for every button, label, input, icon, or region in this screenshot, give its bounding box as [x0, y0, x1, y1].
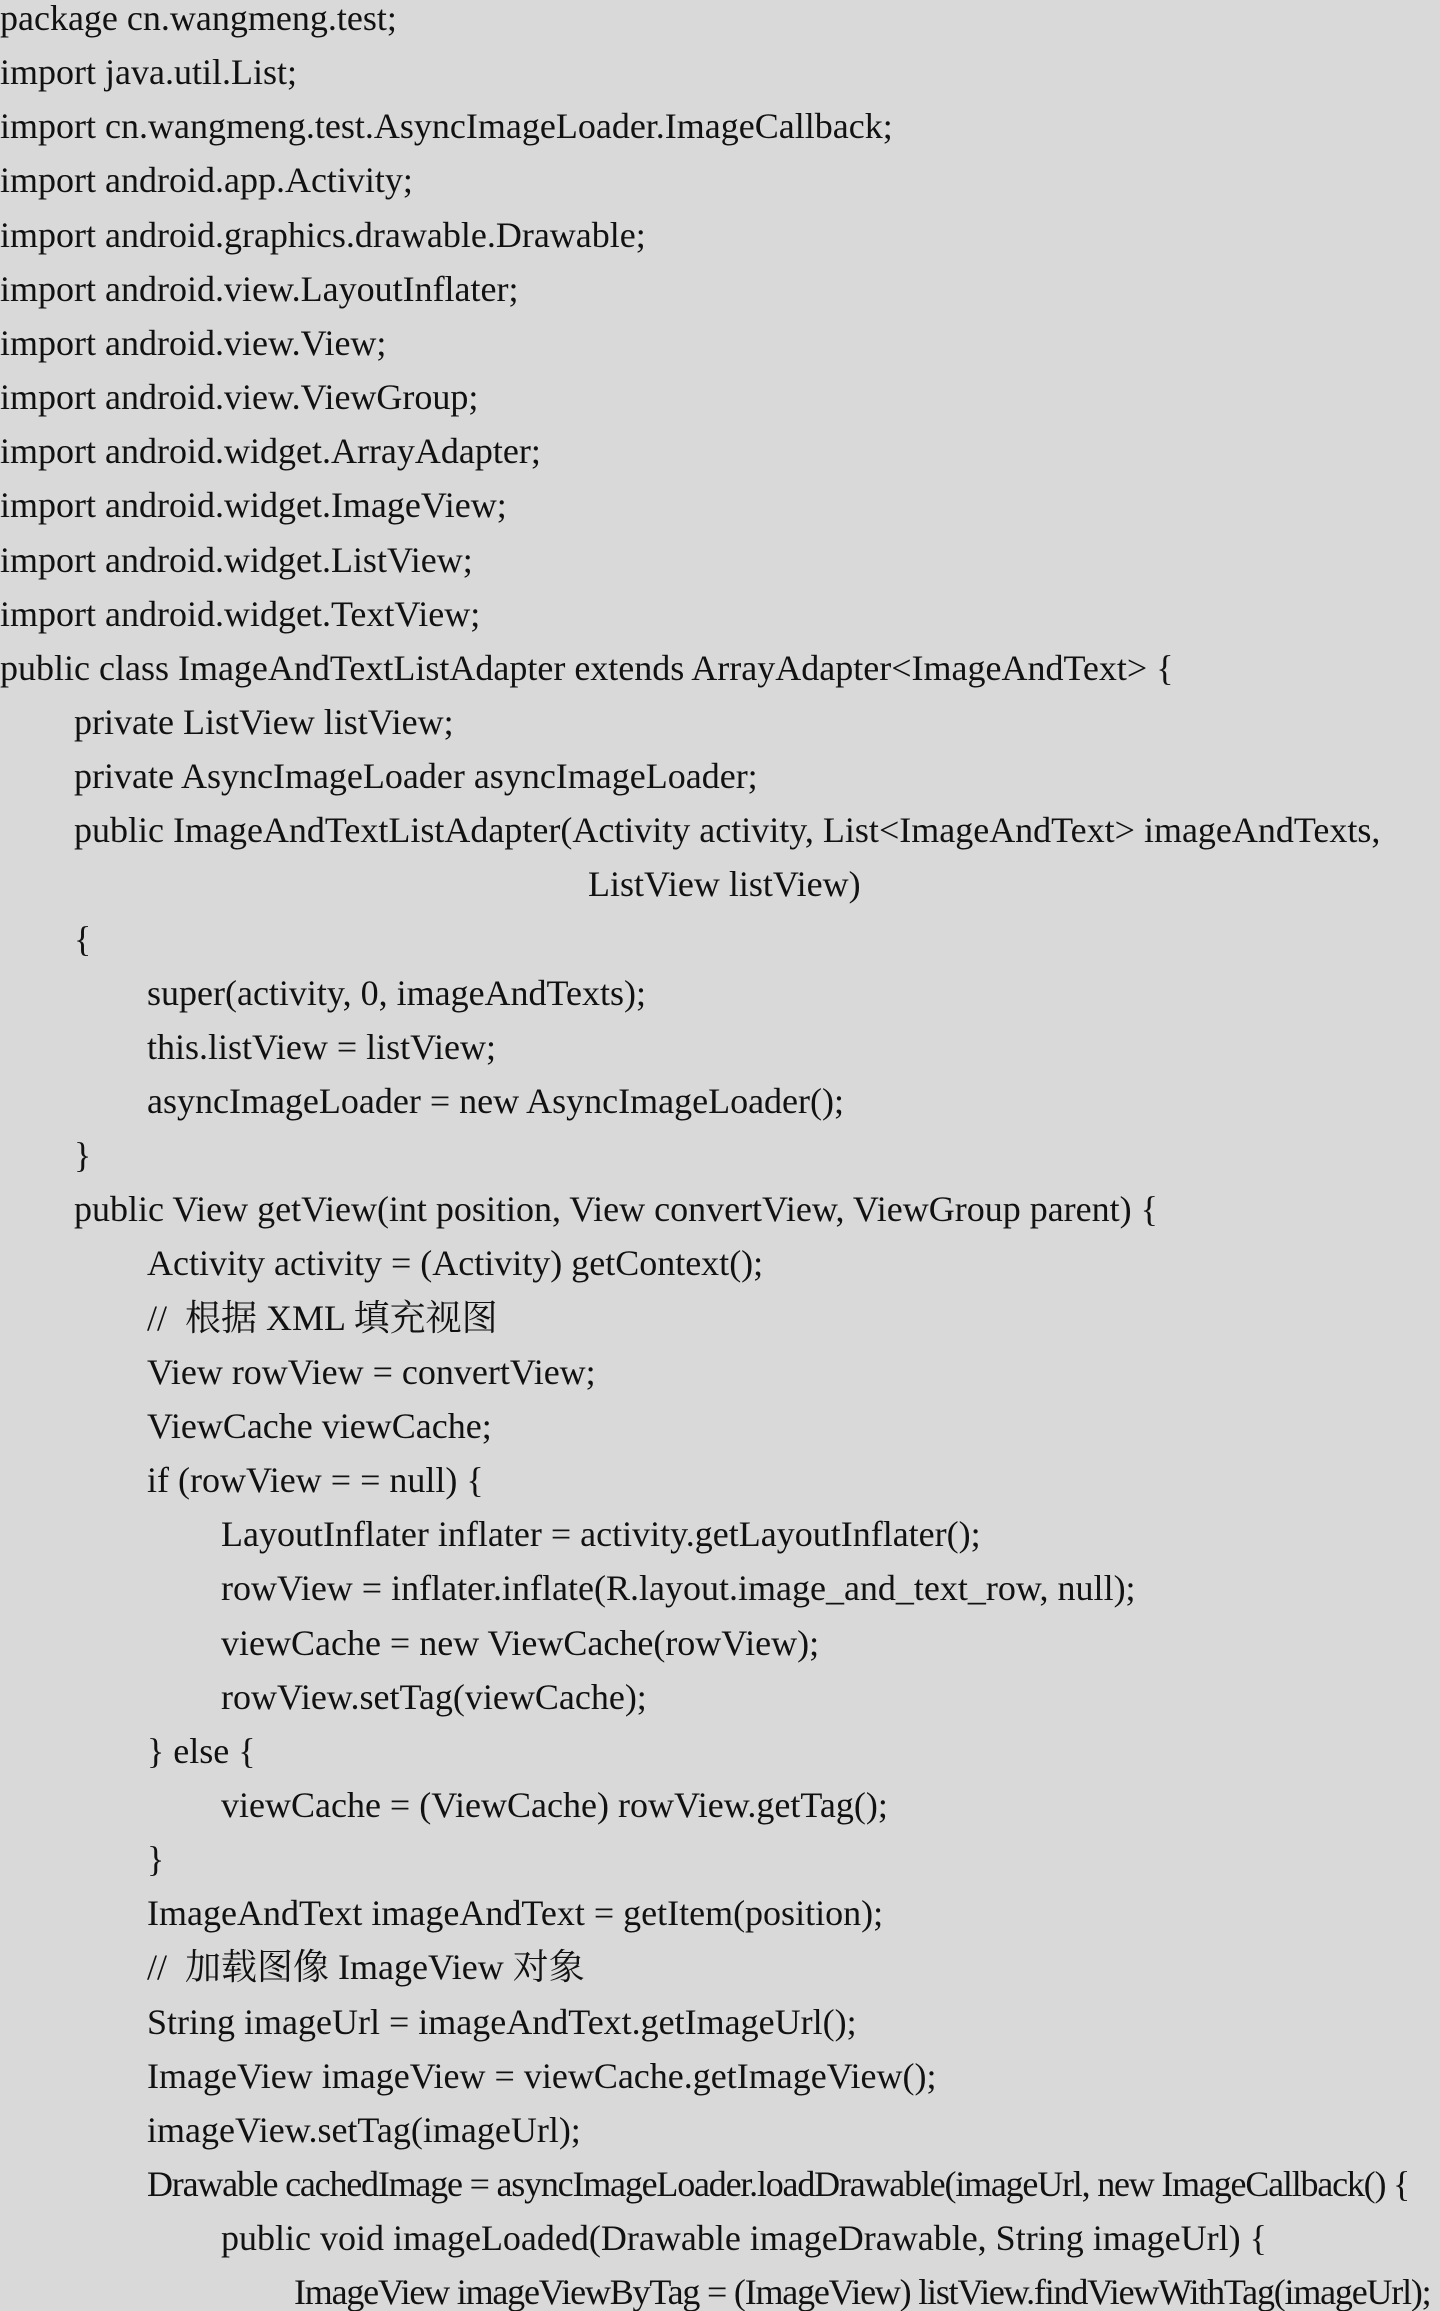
code-line: package cn.wangmeng.test;	[0, 0, 397, 38]
code-line: if (rowView = = null) {	[147, 1460, 484, 1500]
code-line: import java.util.List;	[0, 52, 297, 92]
code-line: imageView.setTag(imageUrl);	[147, 2110, 581, 2150]
code-line: LayoutInflater inflater = activity.getLayoutInflater();	[221, 1514, 981, 1554]
code-line: public ImageAndTextListAdapter(Activity activity, List<ImageAndText> imageAndTexts,	[74, 810, 1381, 850]
code-line: } else {	[147, 1731, 256, 1771]
code-line: import android.widget.ArrayAdapter;	[0, 431, 541, 471]
code-line: import android.view.LayoutInflater;	[0, 269, 519, 309]
code-line: asyncImageLoader = new AsyncImageLoader();	[147, 1081, 844, 1121]
code-line: this.listView = listView;	[147, 1027, 496, 1067]
code-line: View rowView = convertView;	[147, 1352, 596, 1392]
code-line: public View getView(int position, View convertView, ViewGroup parent) {	[74, 1189, 1158, 1229]
code-line: String imageUrl = imageAndText.getImageUrl();	[147, 2002, 857, 2042]
code-line: private AsyncImageLoader asyncImageLoader;	[74, 756, 758, 796]
code-line: import android.app.Activity;	[0, 160, 413, 200]
code-line: ImageAndText imageAndText = getItem(position);	[147, 1893, 884, 1933]
code-line: import android.graphics.drawable.Drawable;	[0, 215, 646, 255]
code-line: }	[147, 1839, 165, 1879]
code-line: import android.widget.ImageView;	[0, 485, 507, 525]
code-line: {	[74, 919, 92, 959]
code-line: viewCache = new ViewCache(rowView);	[221, 1623, 820, 1663]
code-line: public void imageLoaded(Drawable imageDrawable, String imageUrl) {	[221, 2218, 1267, 2258]
code-line: private ListView listView;	[74, 702, 454, 742]
code-line: rowView = inflater.inflate(R.layout.image_and_text_row, null);	[221, 1568, 1136, 1608]
code-line: Drawable cachedImage = asyncImageLoader.loadDrawable(imageUrl, new ImageCallback() {	[147, 2164, 1410, 2204]
code-line: import android.widget.ListView;	[0, 540, 473, 580]
code-line: rowView.setTag(viewCache);	[221, 1677, 647, 1717]
code-line: import cn.wangmeng.test.AsyncImageLoader.ImageCallback;	[0, 106, 893, 146]
code-line: ViewCache viewCache;	[147, 1406, 492, 1446]
code-line: import android.view.View;	[0, 323, 387, 363]
code-line: import android.widget.TextView;	[0, 594, 481, 634]
code-line: ImageView imageView = viewCache.getImageView();	[147, 2056, 937, 2096]
code-line: import android.view.ViewGroup;	[0, 377, 479, 417]
code-line: super(activity, 0, imageAndTexts);	[147, 973, 647, 1013]
code-line: ImageView imageViewByTag = (ImageView) listView.findViewWithTag(imageUrl);	[294, 2272, 1431, 2311]
code-line: Activity activity = (Activity) getContext();	[147, 1243, 764, 1283]
code-line: }	[74, 1135, 92, 1175]
code-line: // 根据 XML 填充视图	[147, 1298, 498, 1338]
code-line: ListView listView)	[588, 864, 861, 904]
code-line: viewCache = (ViewCache) rowView.getTag();	[221, 1785, 888, 1825]
code-line: // 加载图像 ImageView 对象	[147, 1947, 585, 1987]
code-line: public class ImageAndTextListAdapter extends ArrayAdapter<ImageAndText> {	[0, 648, 1174, 688]
